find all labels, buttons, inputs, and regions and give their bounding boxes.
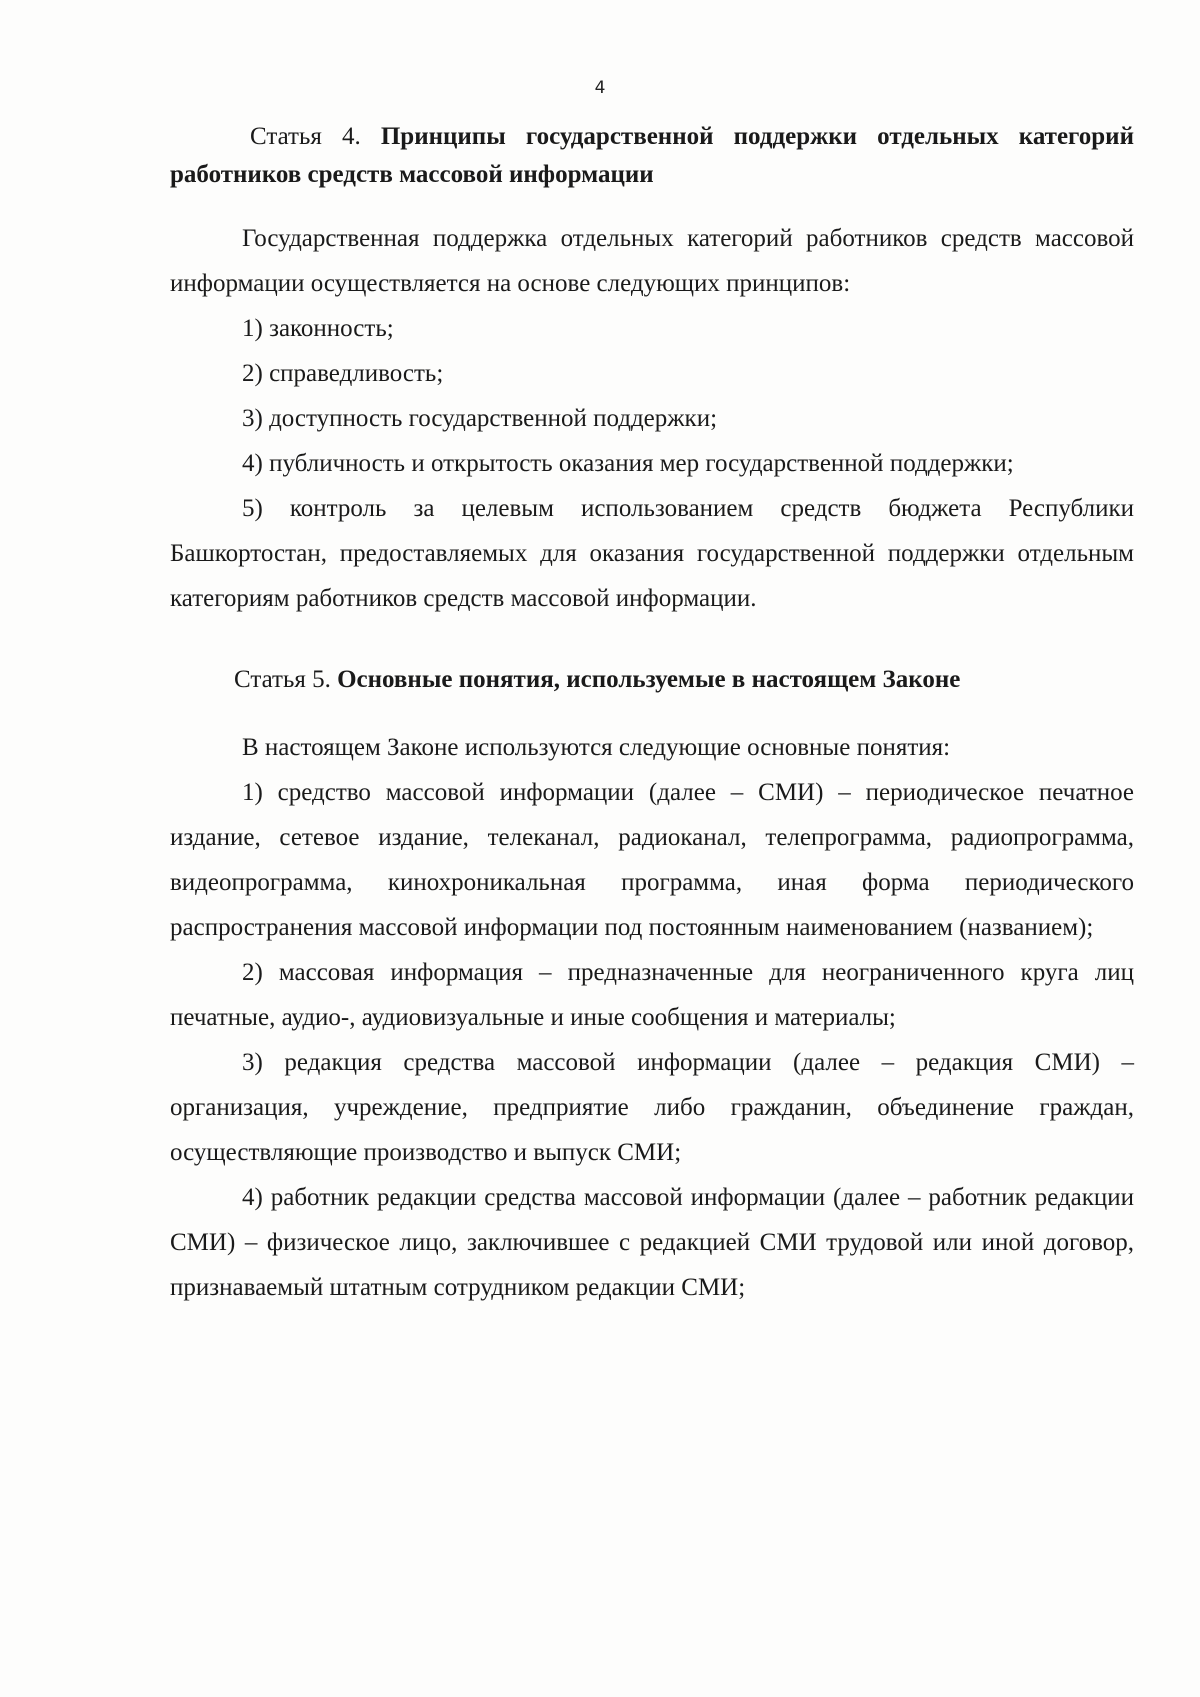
article-5-item-4: 4) работник редакции средства массовой информации (далее – работник редакции СМИ) – физическое лицо, заключившее с редакцией СМИ трудовой или иной договор, признаваемый штатным сотрудником редакции СМИ; (170, 1184, 1134, 1301)
article-5-lead: Статья 5. (234, 666, 338, 693)
article-4-lead: Статья 4. (250, 123, 381, 150)
article-5-title: Основные понятия, используемые в настоящем Законе (337, 666, 961, 693)
article-4-intro: Государственная поддержка отдельных категорий работников средств массовой информации осуществляется на основе следующих принципов: (170, 225, 1134, 297)
document-body (170, 118, 1134, 1310)
article-4-title: Принципы государственной поддержки отдельных категорий работников средств массовой информации (170, 123, 1134, 188)
article-4-heading (170, 118, 1134, 194)
article-4-item-5: 5) контроль за целевым использованием средств бюджета Республики Башкортостан, предоставляемых для оказания государственной поддержки отдельным категориям работников средств массовой информации. (170, 495, 1134, 612)
article-4-item-1: 1) законность; (242, 315, 394, 342)
article-5-item-2: 2) массовая информация – предназначенные для неограниченного круга лиц печатные, аудио-, аудиовизуальные и иные сообщения и материалы; (170, 959, 1134, 1031)
article-4-item-3: 3) доступность государственной поддержки; (242, 405, 718, 432)
article-5-item-3: 3) редакция средства массовой информации (далее – редакция СМИ) – организация, учреждение, предприятие либо гражданин, объединение граждан, осуществляющие производство и выпуск СМИ; (170, 1049, 1134, 1166)
article-5-heading (170, 661, 1134, 699)
article-4-item-2: 2) справедливость; (242, 360, 444, 387)
article-4-item-4: 4) публичность и открытость оказания мер государственной поддержки; (242, 450, 1014, 477)
article-5-item-1: 1) средство массовой информации (далее – СМИ) – периодическое печатное издание, сетевое издание, телеканал, радиоканал, телепрограмма, радиопрограмма, видеопрограмма, кинохроникальная программа, иная форма периодического распространения массовой информации под постоянным наименованием (названием); (170, 779, 1134, 941)
page-number: 4 (594, 78, 606, 98)
article-5-intro: В настоящем Законе используются следующие основные понятия: (242, 734, 951, 761)
